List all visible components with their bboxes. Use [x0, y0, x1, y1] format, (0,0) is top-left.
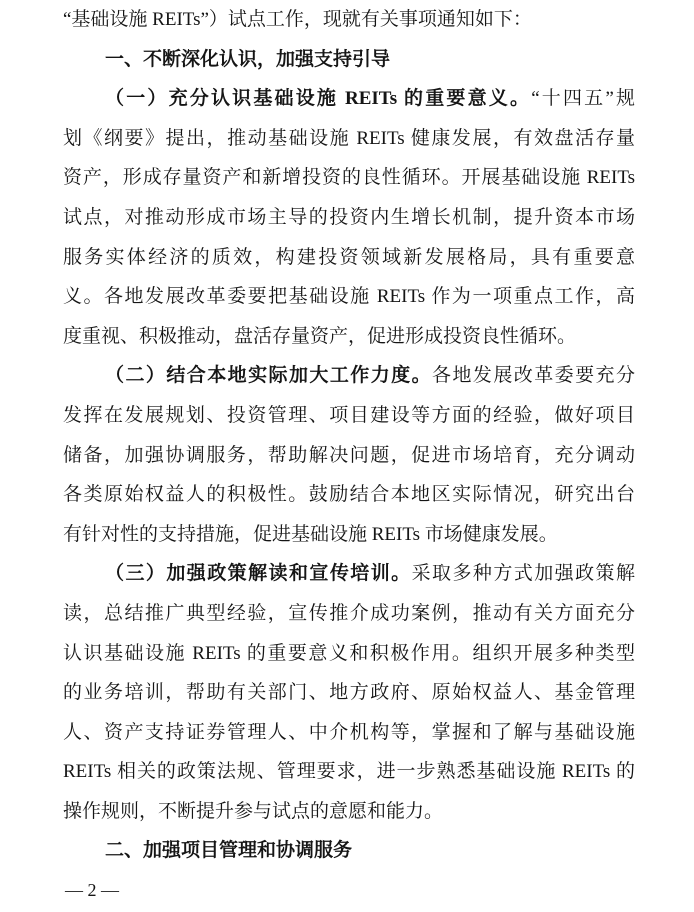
- section-1-heading: 一、不断深化认识，加强支持引导: [105, 47, 391, 70]
- paragraph-3-lead: （三）加强政策解读和宣传培训。: [105, 563, 412, 585]
- paragraph-2-line-3: 储备，加强协调服务，帮助解决问题，促进市场培育，充分调动: [63, 444, 635, 466]
- paragraph-1-line-2: 划《纲要》提出，推动基础设施 REITs 健康发展，有效盘活存量: [63, 127, 635, 149]
- paragraph-1: [63, 79, 635, 356]
- paragraph-3-text: 采取多种方式加强政策解: [411, 563, 635, 585]
- page-number: — 2 —: [65, 880, 119, 901]
- paragraph-1-line-3: 资产，形成存量资产和新增投资的良性循环。开展基础设施 REITs: [63, 167, 635, 189]
- paragraph-3-line-4: 的业务培训，帮助有关部门、地方政府、原始权益人、基金管理: [63, 682, 635, 704]
- intro-line: “基础设施 REITs”）试点工作，现就有关事项通知如下：: [63, 9, 532, 30]
- paragraph-1-lead: （一）充分认识基础设施 REITs 的重要意义。: [105, 88, 532, 110]
- paragraph-3-line-6: REITs 相关的政策法规、管理要求，进一步熟悉基础设施 REITs 的: [63, 761, 635, 783]
- paragraph-1-line-6: 义。各地发展改革委要把基础设施 REITs 作为一项重点工作，高: [63, 286, 635, 308]
- paragraph-2-line-4: 各类原始权益人的积极性。鼓励结合本地区实际情况，研究出台: [63, 484, 635, 506]
- paragraph-3-line-2: 读，总结推广典型经验，宣传推介成功案例，推动有关方面充分: [63, 602, 635, 624]
- paragraph-1-line-5: 服务实体经济的质效，构建投资领域新发展格局，具有重要意: [63, 246, 635, 268]
- paragraph-2-text: 各地发展改革委要充分: [432, 365, 635, 387]
- paragraph-2-lead: （二）结合本地实际加大工作力度。: [105, 365, 433, 387]
- paragraph-3-line-5: 人、资产支持证券管理人、中介机构等，掌握和了解与基础设施: [63, 721, 635, 743]
- paragraph-3-line-7: 操作规则，不断提升参与试点的意愿和能力。: [63, 800, 444, 822]
- paragraph-2-line-5: 有针对性的支持措施，促进基础设施 REITs 市场健康发展。: [63, 523, 558, 545]
- paragraph-1-line-4: 试点，对推动形成市场主导的投资内生增长机制，提升资本市场: [63, 206, 635, 228]
- paragraph-1-line-1: [63, 79, 635, 119]
- paragraph-1-line-7: 度重视、积极推动，盘活存量资产，促进形成投资良性循环。: [63, 325, 577, 347]
- paragraph-1-text: “十四五”规: [531, 88, 635, 110]
- paragraph-3: [63, 554, 635, 831]
- paragraph-2: [63, 356, 635, 554]
- paragraph-2-line-1: [63, 356, 635, 396]
- paragraph-3-line-3: 认识基础设施 REITs 的重要意义和积极作用。组织开展多种类型: [63, 642, 635, 664]
- paragraph-3-line-1: [63, 554, 635, 594]
- paragraph-2-line-2: 发挥在发展规划、投资管理、项目建设等方面的经验，做好项目: [63, 404, 635, 426]
- section-2-heading: 二、加强项目管理和协调服务: [105, 839, 353, 862]
